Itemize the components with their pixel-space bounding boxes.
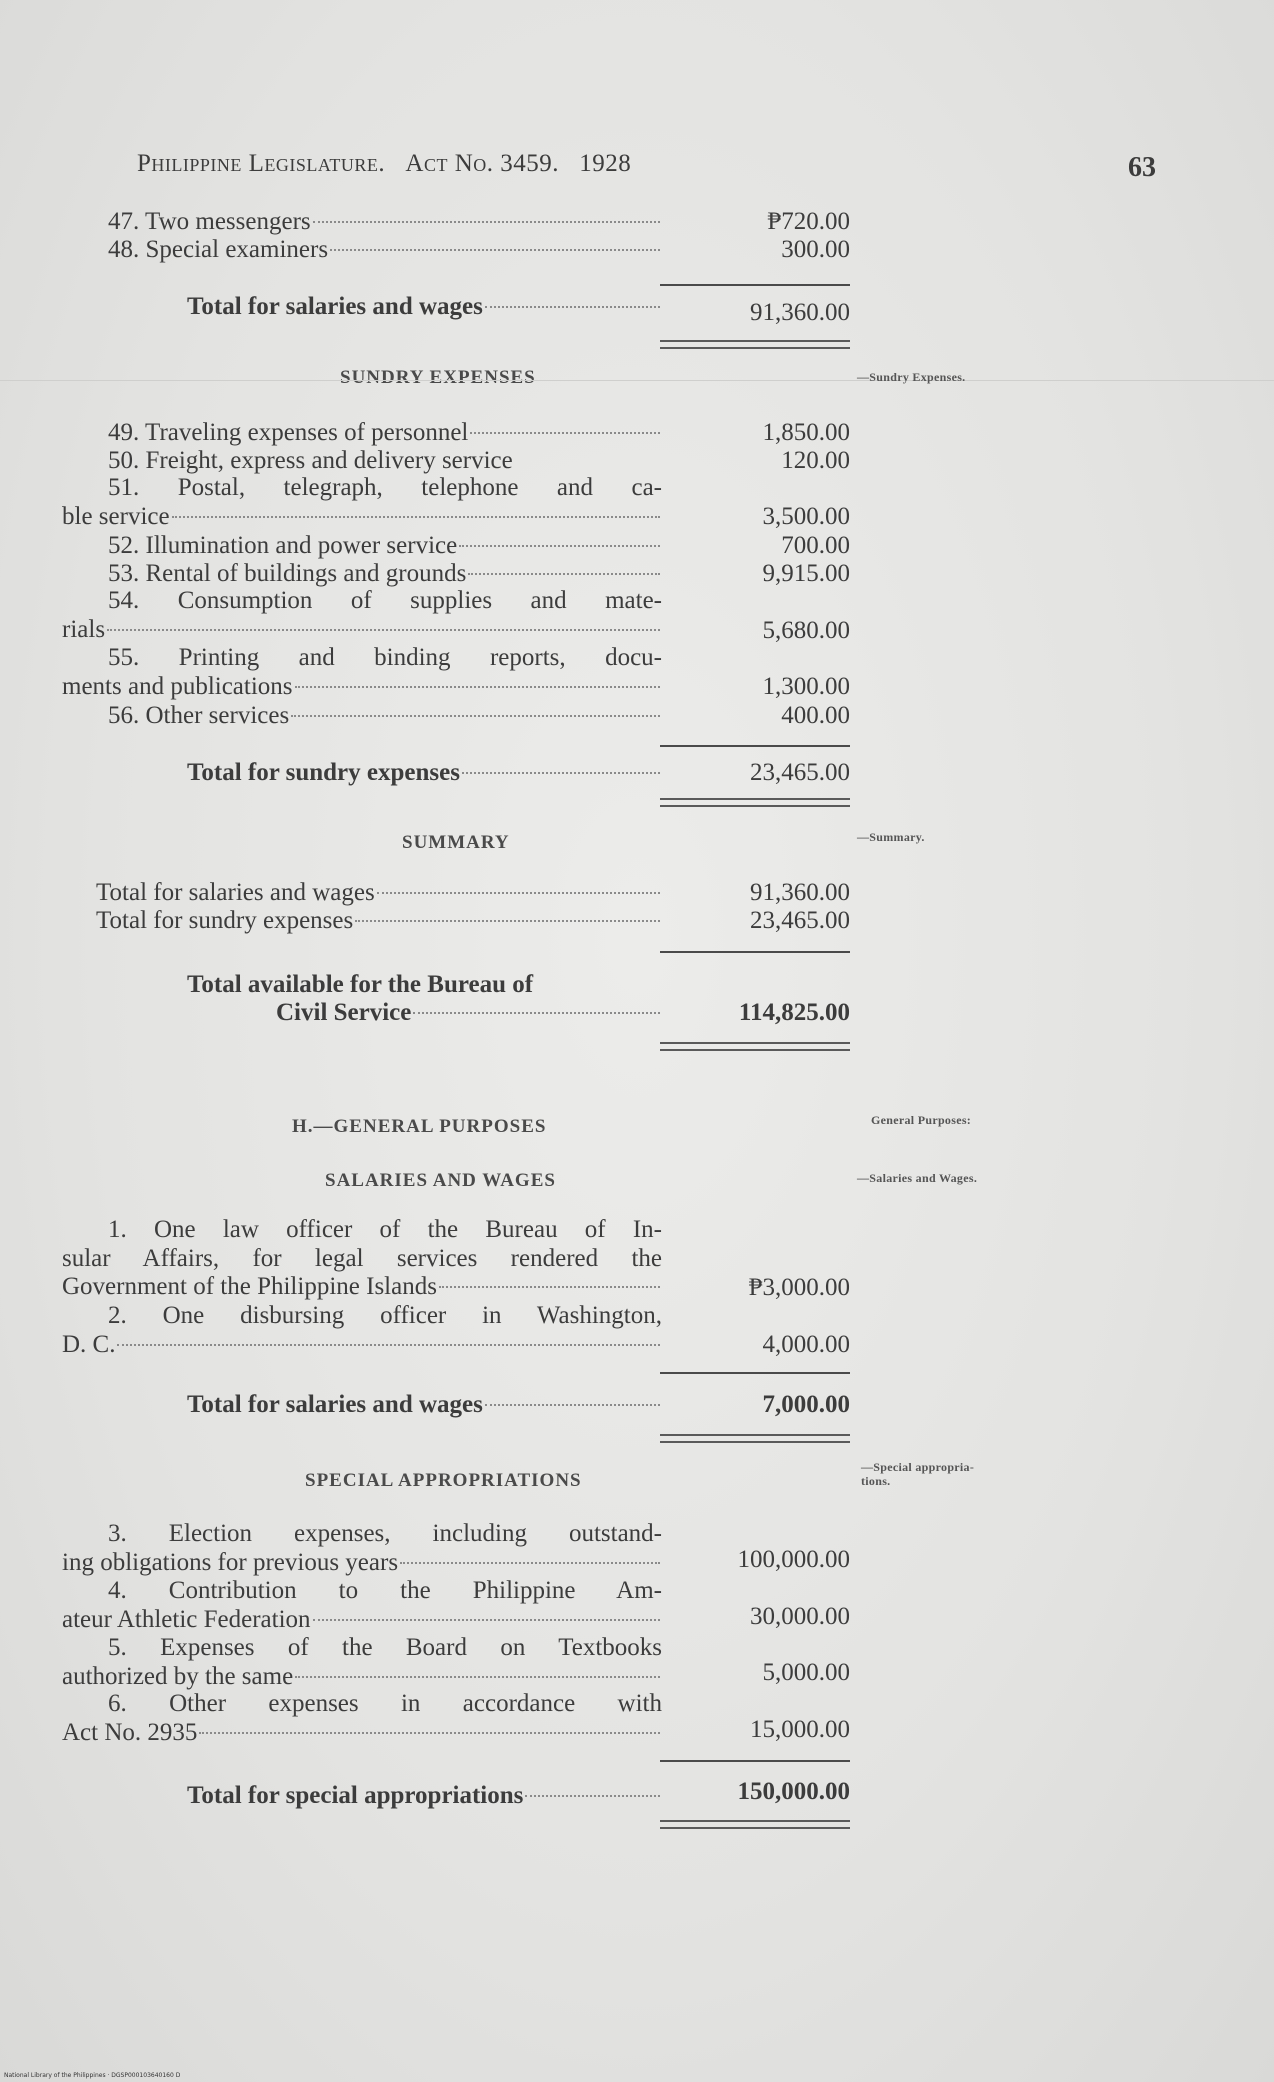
line-amount: 30,000.00 [750,1603,850,1630]
line-item: 53. Rental of buildings and grounds [62,559,708,589]
line-amount: 1,850.00 [762,419,850,446]
total-amount: 150,000.00 [737,1778,850,1805]
summary-total-line2: Civil Service [62,998,876,1028]
total-line: Total for sundry expenses [62,758,787,788]
line-item: 56. Other services [62,701,708,731]
subtotal-rule [660,1760,850,1762]
page-number: 63 [1128,152,1156,183]
line-item: 54. Consumption of supplies and mate- rials [62,587,662,643]
line-item: 50. Freight, express and delivery service [108,447,513,474]
line-item: 52. Illumination and power service [62,531,708,561]
divider [0,380,1274,381]
double-rule [660,1434,850,1443]
margin-note-general: General Purposes: [871,1113,972,1127]
line-amount: 300.00 [781,236,850,263]
line-amount: 9,915.00 [762,560,850,587]
summary-row: Total for salaries and wages [62,878,696,908]
subtotal-rule [660,1372,850,1374]
summary-total-line1: Total available for the Bureau of [187,971,534,998]
running-header [137,150,631,178]
line-item: 2. One disbursing officer in Washington, D. C. [62,1302,662,1358]
margin-note-summary: —Summary. [857,830,925,844]
scan-footer: National Library of the Philippines · DGSP000103640160 D [4,2072,181,2079]
subheading-salaries: SALARIES AND WAGES [325,1170,556,1191]
double-rule [660,1820,850,1829]
line-amount: 100,000.00 [737,1546,850,1573]
margin-note-salaries: —Salaries and Wages. [857,1171,978,1185]
total-amount: 7,000.00 [762,1391,850,1418]
line-amount: 5,000.00 [762,1659,850,1686]
line-amount: 400.00 [781,702,850,729]
line-item: 48. Special examiners [62,235,708,265]
total-line: Total for salaries and wages [62,1390,787,1420]
line-amount: ₱3,000.00 [748,1274,850,1301]
line-item: 51. Postal, telegraph, telephone and ca- ble service [62,474,662,530]
section-heading-sundry: SUNDRY EXPENSES [340,367,536,388]
double-rule [660,1042,850,1051]
header-title: Philippine Legislature. [137,150,386,177]
total-line: Total for special appropriations [62,1781,787,1811]
line-amount: 15,000.00 [750,1716,850,1743]
line-item: 55. Printing and binding reports, docu- ments and publications [62,644,662,700]
line-item: 1. One law officer of the Bureau of In- sular Affairs, for legal services rendered the Government of the Philippine Islands [62,1216,662,1300]
line-amount: 120.00 [781,447,850,474]
line-item: 5. Expenses of the Board on Textbooks authorized by the same [62,1634,662,1690]
line-item: 3. Election expenses, including outstand- ing obligations for previous years [62,1520,662,1576]
header-year: 1928 [579,150,632,177]
subtotal-rule [660,951,850,953]
line-amount: 5,680.00 [762,617,850,644]
header-act: Act No. 3459. [405,150,560,177]
line-amount: 4,000.00 [762,1331,850,1358]
line-item: 49. Traveling expenses of personnel [62,418,708,448]
total-line: Total for salaries and wages [62,292,787,322]
line-amount: 3,500.00 [762,503,850,530]
summary-row: Total for sundry expenses [62,906,696,936]
line-amount: ₱720.00 [767,208,850,235]
section-heading-special: SPECIAL APPROPRIATIONS [305,1470,582,1491]
line-amount: 700.00 [781,532,850,559]
total-amount: 23,465.00 [750,759,850,786]
subtotal-rule [660,284,850,286]
summary-amount: 23,465.00 [750,907,850,934]
total-amount: 91,360.00 [750,299,850,326]
section-heading-summary: SUMMARY [402,832,510,853]
margin-note-sundry: —Sundry Expenses. [857,370,966,384]
section-heading-general: H.—GENERAL PURPOSES [292,1116,547,1137]
double-rule [660,798,850,807]
line-item: 47. Two messengers [62,207,708,237]
summary-total-amount: 114,825.00 [738,999,850,1026]
double-rule [660,340,850,349]
margin-note-special: —Special appropria- tions. [861,1460,975,1488]
summary-amount: 91,360.00 [750,879,850,906]
line-item: 4. Contribution to the Philippine Am- ateur Athletic Federation [62,1577,662,1633]
line-amount: 1,300.00 [762,673,850,700]
line-item: 6. Other expenses in accordance with Act No. 2935 [62,1690,662,1746]
subtotal-rule [660,745,850,747]
